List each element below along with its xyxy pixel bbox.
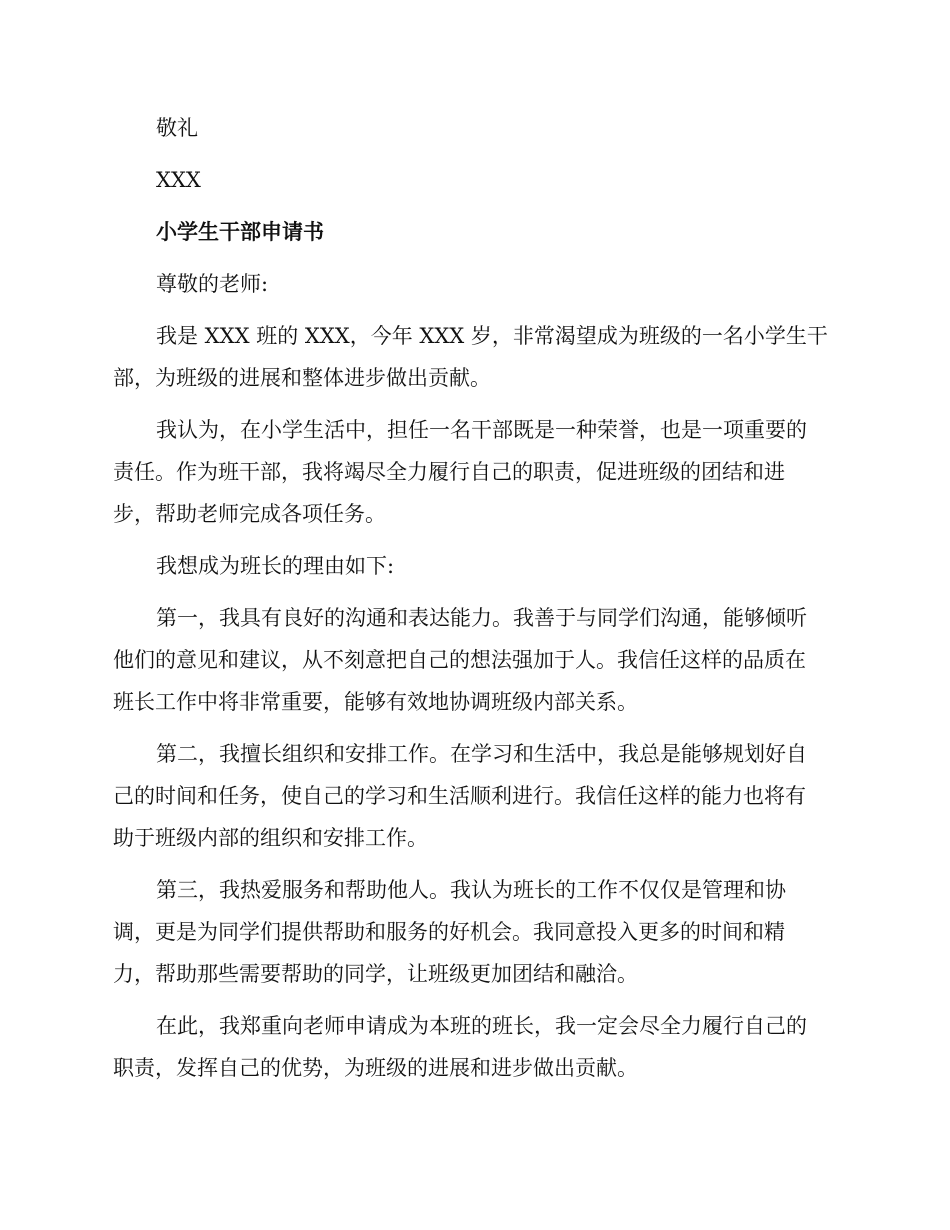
paragraph-responsibility xyxy=(113,409,838,535)
paragraph-line: 责任。作为班干部，我将竭尽全力履行自己的职责，促进班级的团结和进 xyxy=(113,460,785,484)
paragraph-reason-third xyxy=(113,869,838,995)
document-body xyxy=(113,107,838,1099)
paragraph-line: 班长工作中将非常重要，能够有效地协调班级内部关系。 xyxy=(113,690,638,714)
document-title: 小学生干部申请书 xyxy=(156,219,324,244)
paragraph-line: 第一，我具有良好的沟通和表达能力。我善于与同学们沟通，能够倾听 xyxy=(156,606,807,630)
paragraph-intro xyxy=(113,315,838,399)
paragraph-line: 助于班级内部的组织和安排工作。 xyxy=(113,826,428,850)
paragraph-line: 他们的意见和建议，从不刻意把自己的想法强加于人。我信任这样的品质在 xyxy=(113,648,806,672)
closing-signature: XXX xyxy=(156,168,201,192)
closing-salutation: 敬礼 xyxy=(156,116,198,140)
paragraph-line: 职责，发挥自己的优势，为班级的进展和进步做出贡献。 xyxy=(113,1056,638,1080)
paragraph-line: 步，帮助老师完成各项任务。 xyxy=(113,502,386,526)
paragraph-line: 我想成为班长的理由如下: xyxy=(156,554,395,578)
paragraph-reason-first xyxy=(113,597,838,723)
paragraph-line: 我认为，在小学生活中，担任一名干部既是一种荣誉，也是一项重要的 xyxy=(156,418,807,442)
paragraph-line: 调，更是为同学们提供帮助和服务的好机会。我同意投入更多的时间和精 xyxy=(113,920,785,944)
paragraph-reason-second xyxy=(113,733,838,859)
paragraph-line: 第三，我热爱服务和帮助他人。我认为班长的工作不仅仅是管理和协 xyxy=(156,878,786,902)
paragraph-line: 在此，我郑重向老师申请成为本班的班长，我一定会尽全力履行自己的 xyxy=(156,1014,807,1038)
paragraph-line: 我是 XXX 班的 XXX，今年 XXX 岁，非常渴望成为班级的一名小学生干 xyxy=(156,324,828,348)
paragraph-conclusion xyxy=(113,1005,838,1089)
paragraph-line: 己的时间和任务，使自己的学习和生活顺利进行。我信任这样的能力也将有 xyxy=(113,784,806,808)
paragraph-line: 第二，我擅长组织和安排工作。在学习和生活中，我总是能够规划好自 xyxy=(156,742,807,766)
paragraph-reasons-heading xyxy=(113,545,838,587)
paragraph-line: 部，为班级的进展和整体进步做出贡献。 xyxy=(113,366,491,390)
paragraph-line: 力，帮助那些需要帮助的同学，让班级更加团结和融洽。 xyxy=(113,962,638,986)
document-greeting: 尊敬的老师: xyxy=(156,272,269,296)
